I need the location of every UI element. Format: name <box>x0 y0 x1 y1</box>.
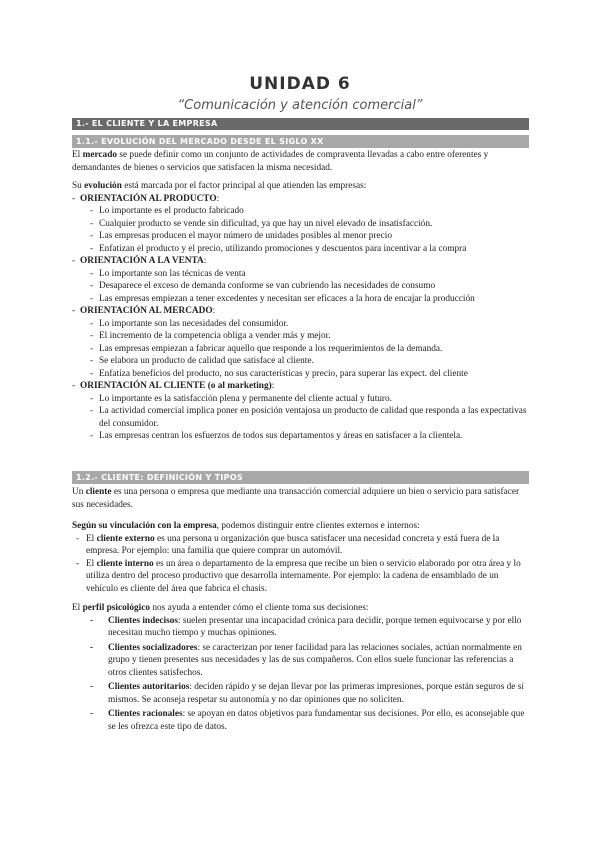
list-item: - Lo importante es el producto fabricado <box>90 205 530 218</box>
list-item: - Enfatiza beneficios del producto, no sus características y precio, para superar las expect. del cliente <box>90 368 530 381</box>
list-item: - Clientes socializadores: se caracterizan por tener facilidad para las relaciones sociales, actúan normalmente en grupo y tienen presentes sus necesidades y las de sus compañeros. Con ellos suele funcionar las referencias a otros clientes satisfechos. <box>90 642 522 678</box>
list-item: - Las empresas producen el mayor número de unidades posibles al menor precio <box>90 230 530 243</box>
client-definition: Un cliente es una persona o empresa que mediante una transacción comercial adquiere un bien o servicio para satisfacer sus necesidades. <box>72 487 520 510</box>
list-item: - Cualquier producto se vende sin dificultad, ya que hay un nivel elevado de insatisfacción. <box>90 218 530 231</box>
list-item: - Clientes indecisos: suelen presentar una incapacidad crónica para decidir, porque temen equivocarse y por ello necesitan mucho tiempo y muchas opiniones. <box>90 615 522 638</box>
unit-title: UNIDAD 6 <box>249 74 351 94</box>
list-item: - Las empresas empiezan a tener excedentes y necesitan ser eficaces a la hora de encajar la producción <box>90 293 530 306</box>
list-item: - Lo importante son las técnicas de venta <box>90 268 530 281</box>
section-evolution-body <box>72 149 530 443</box>
list-item: - Desaparece el exceso de demanda conforme se van cubriendo las necesidades de consumo <box>90 280 530 293</box>
unit-subtitle: “Comunicación y atención comercial” <box>177 98 423 113</box>
orientation-producto: - ORIENTACIÓN AL PRODUCTO: - Lo importante es el producto fabricado - Cualquier producto se vende sin dificultad, ya que hay un nivel elevado de insatisfacción. - Las empresas producen el mayor número de unidades posibles al menor precio - Enfatizan el producto y el precio, utilizando promociones y descuentos para incentivar a la compra <box>72 193 530 256</box>
list-item: - Enfatizan el producto y el precio, utilizando promociones y descuentos para incentivar a la compra <box>90 243 530 256</box>
list-item: - Clientes racionales: se apoyan en datos objetivos para fundamentar sus decisiones. Por ello, es aconsejable que se les ofrezca este tipo de datos. <box>90 709 525 732</box>
orientation-venta: - ORIENTACIÓN A LA VENTA: - Lo importante son las técnicas de venta - Desaparece el exceso de demanda conforme se van cubriendo las necesidades de consumo - Las empresas empiezan a tener excedentes y necesitan ser eficaces a la hora de encajar la producción <box>72 255 530 305</box>
list-item: - El cliente externo es una persona u organización que busca satisfacer una necesidad concreta y está fuera de la empresa. Por ejemplo: una familia que quiere comprar un automóvil. <box>76 533 530 558</box>
subsection-heading-2: 1.2.- CLIENTE: DEFINICIÓN Y TIPOS <box>72 471 529 484</box>
section-heading: 1.- EL CLIENTE Y LA EMPRESA <box>72 118 529 130</box>
list-item: - El incremento de la competencia obliga a vender más y mejor. <box>90 330 530 343</box>
vinculacion-intro: Según su vinculación con la empresa, podemos distinguir entre clientes externos e internos: <box>72 521 420 531</box>
list-item: - La actividad comercial implica poner en posición ventajosa un producto de calidad que responda a las expectativas del consumidor. <box>90 405 530 430</box>
market-definition: El mercado se puede definir como un conjunto de actividades de compraventa llevadas a cabo entre oferentes y demandantes de bienes o servicios que satisfacen la misma necesidad. <box>72 150 489 173</box>
orientation-cliente: - ORIENTACIÓN AL CLIENTE (o al marketing): - Lo importante es la satisfacción plena y permanente del cliente actual y futuro. - La actividad comercial implica poner en posición ventajosa un producto de calidad que responda a las expectativas del consumidor. - Las empresas centran los esfuerzos de todos sus departamentos y áreas en satisfacer a la clientela. <box>72 380 530 443</box>
list-item: - Clientes autoritarios: deciden rápido y se dejan llevar por las primeras impresiones, porque están seguros de sí mismos. Se aconseja respetar su autonomía y no dar opiniones que no soliciten. <box>90 682 524 705</box>
list-item: - Lo importante son las necesidades del consumidor. <box>90 318 530 331</box>
perfil-intro: El perfil psicológico nos ayuda a entender cómo el cliente toma sus decisiones: <box>72 603 369 613</box>
evolution-intro: Su evolución está marcada por el factor principal al que atienden las empresas: <box>72 181 367 191</box>
list-item: - El cliente interno es un área o departamento de la empresa que recibe un bien o servicio elaborado por otra área y lo utiliza dentro del proceso productivo que desarrolla internamente. Por ejemplo: la cadena de ensamblado de un vehículo es cliente del área que fabrica el chasis. <box>76 558 530 596</box>
orientation-mercado: - ORIENTACIÓN AL MERCADO: - Lo importante son las necesidades del consumidor. - El incremento de la competencia obliga a vender más y mejor. - Las empresas empiezan a fabricar aquello que responde a los requerimientos de la demanda. - Se elabora un producto de calidad que satisface al cliente. - Enfatiza beneficios del producto, no sus características y precio, para superar las expect. del cliente <box>72 305 530 380</box>
list-item: - Lo importante es la satisfacción plena y permanente del cliente actual y futuro. <box>90 393 530 406</box>
subsection-heading-1: 1.1.- EVOLUCIÓN DEL MERCADO DESDE EL SIGLO XX <box>72 135 529 148</box>
list-item: - Las empresas centran los esfuerzos de todos sus departamentos y áreas en satisfacer a la clientela. <box>90 430 530 443</box>
list-item: - Las empresas empiezan a fabricar aquello que responde a los requerimientos de la demanda. <box>90 343 530 356</box>
list-item: - Se elabora un producto de calidad que satisface al cliente. <box>90 355 530 368</box>
section-client-body <box>72 486 530 735</box>
